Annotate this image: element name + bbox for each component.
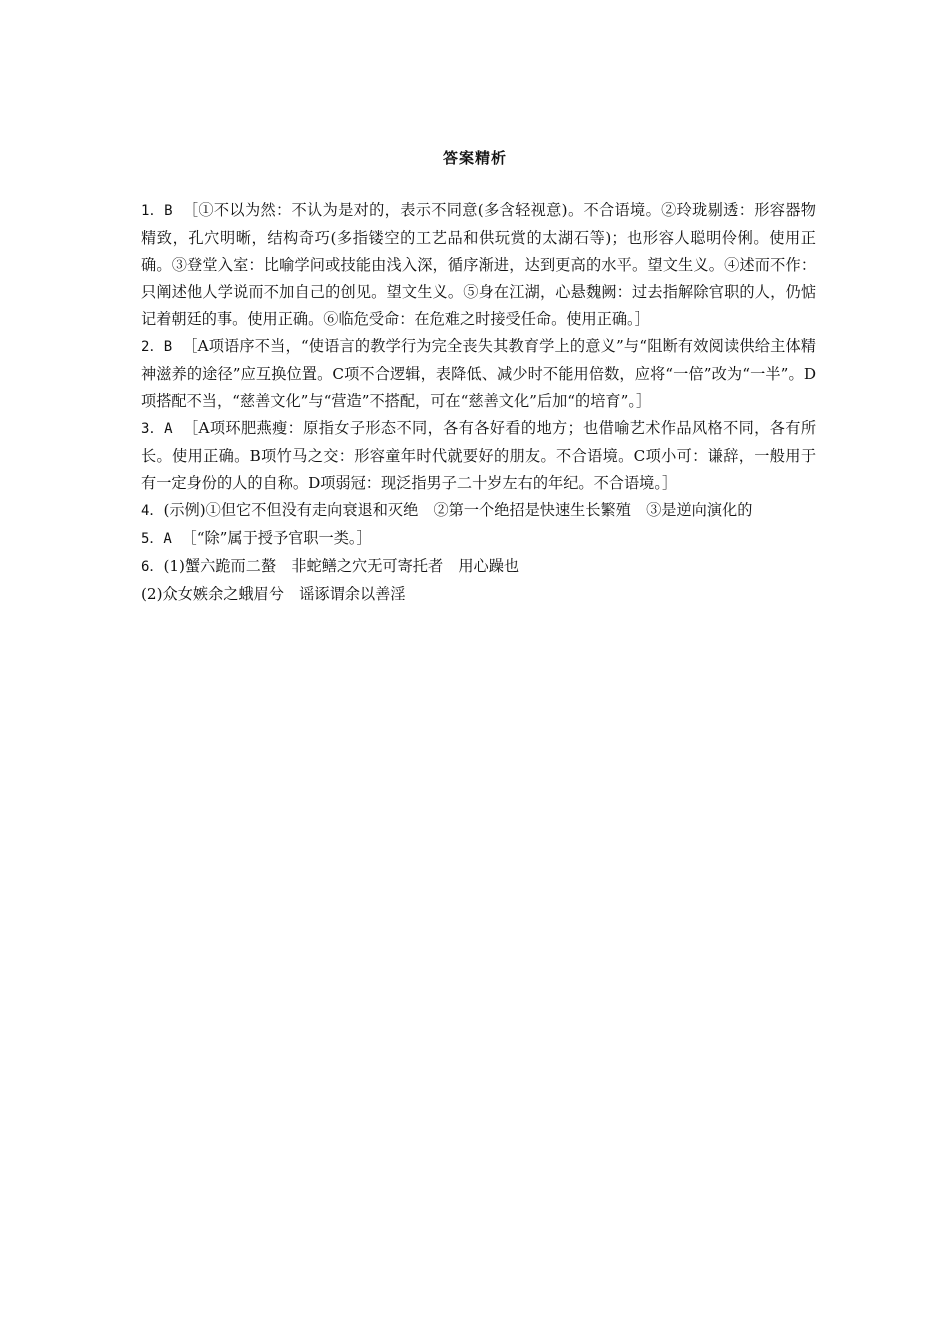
answer-item-4	[141, 497, 816, 525]
answer-text: ［A项语序不当，“使语言的教学行为完全丧失其教育学上的意义”与“阻断有效阅读供给主体精神滋养的途径”应互换位置。C项不合逻辑，表降低、减少时不能用倍数，应将“一倍”改为“一半”。D项搭配不当，“慈善文化”与“营造”不搭配，可在“慈善文化”后加“的培育”。］	[141, 337, 816, 410]
answer-item-3	[141, 415, 816, 497]
answer-item-6	[141, 553, 816, 581]
answer-text: ［“除”属于授予官职一类。］	[181, 529, 372, 547]
answer-item-1	[141, 197, 816, 333]
answer-number: 2．B	[141, 339, 173, 355]
answer-number: 4．	[141, 503, 164, 519]
answer-number: 3．A	[141, 421, 173, 437]
answer-text: ［A项环肥燕瘦：原指女子形态不同，各有各好看的地方；也借喻艺术作品风格不同，各有所长。使用正确。B项竹马之交：形容童年时代就要好的朋友。不合语境。C项小可：谦辞，一般用于有一定身份的人的自称。D项弱冠：现泛指男子二十岁左右的年纪。不合语境。］	[141, 419, 817, 492]
answer-number: 6．	[141, 559, 164, 575]
answer-item-5	[141, 525, 816, 553]
answer-item-6-part-2	[141, 581, 816, 608]
answer-text: ［①不以为然：不认为是对的，表示不同意(多含轻视意)。不合语境。②玲珑剔透：形容器物精致，孔穴明晰，结构奇巧(多指镂空的工艺品和供玩赏的太湖石等)；也形容人聪明伶俐。使用正确。③登堂入室：比喻学问或技能由浅入深，循序渐进，达到更高的水平。望文生义。④述而不作：只阐述他人学说而不加自己的创见。望文生义。⑤身在江湖，心悬魏阙：过去指解除官职的人，仍惦记着朝廷的事。使用正确。⑥临危受命：在危难之时接受任命。使用正确。］	[141, 201, 816, 328]
answer-number: 1．B	[141, 203, 173, 219]
answer-text: (示例)①但它不但没有走向衰退和灭绝 ②第一个绝招是快速生长繁殖 ③是逆向演化的	[163, 501, 753, 519]
answer-text: (1)蟹六跪而二螯 非蛇鳝之穴无可寄托者 用心躁也	[163, 557, 520, 575]
answer-item-2	[141, 333, 816, 415]
page-title: 答案精析	[442, 149, 507, 167]
answer-list	[141, 197, 816, 608]
answer-number: 5．A	[141, 531, 172, 547]
answer-text: (2)众女嫉余之蛾眉兮 谣诼谓余以善淫	[141, 585, 406, 603]
